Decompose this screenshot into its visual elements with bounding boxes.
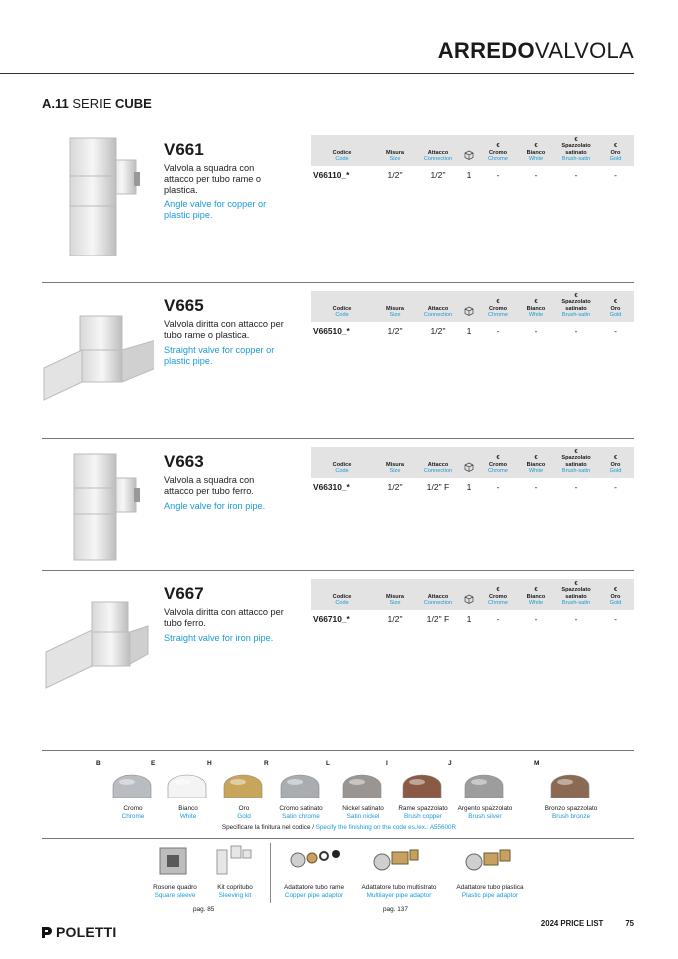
series-prefix: A.11 — [42, 96, 69, 111]
square-sleeve-image — [140, 844, 210, 878]
description-italian: Valvola a squadra con attacco per tubo ferro. — [164, 475, 255, 496]
description-italian: Valvola a squadra con attacco per tubo rame o plastica. — [164, 163, 262, 195]
finish-name-en: Brush copper — [403, 813, 442, 820]
price-table — [311, 135, 634, 184]
straight-valve-iron-image — [42, 570, 154, 710]
table-header-row: Codice Code Misura Size Attacco Connection € Cromo Chrome € Bianco White € Spazzolato satinato Brush-satin € Oro Gold — [311, 579, 634, 610]
finish-item — [448, 760, 522, 822]
price-table — [311, 447, 634, 496]
accessory-multilayer-adaptor: Adattatore tubo multistrato Multilayer pipe adaptor — [352, 844, 446, 904]
finish-name-it: Bianco — [178, 805, 198, 812]
description-english: Straight valve for iron pipe. — [164, 633, 274, 643]
finish-cap-icon — [549, 774, 591, 798]
price-table — [311, 291, 634, 340]
finish-name-it: Cromo satinato — [279, 805, 323, 812]
product-block — [42, 438, 634, 578]
package-icon — [459, 291, 479, 322]
finish-name-en: Gold — [237, 813, 251, 820]
finish-name-it: Cromo — [123, 805, 143, 812]
accessory-copper-adaptor: Adattatore tubo rame Copper pipe adaptor — [278, 844, 350, 904]
finish-cap-icon — [222, 774, 264, 798]
plastic-adaptor-image — [448, 844, 532, 878]
price-table — [311, 579, 634, 628]
finish-cap-icon — [166, 774, 208, 798]
finish-name-en: Brush silver — [468, 813, 502, 820]
finish-name-en: Satin nickel — [346, 813, 380, 820]
title-bold: ARREDO — [437, 38, 535, 63]
col-code: Codice Code — [311, 135, 373, 166]
finish-name-en: White — [179, 813, 197, 820]
brand-name: POLETTI — [56, 924, 117, 940]
finish-letter: B — [96, 760, 101, 767]
header-rule — [0, 73, 634, 74]
angle-valve-image — [42, 116, 154, 256]
accessory-separator — [270, 843, 271, 903]
table-row: V66310_* 1/2" 1/2" F 1 - - - - — [313, 481, 617, 492]
finish-letter: E — [151, 760, 156, 767]
finish-item — [534, 760, 608, 822]
col-white: € Bianco White — [517, 135, 555, 166]
page-ref-right: pag. 137 — [383, 906, 408, 913]
package-icon — [459, 579, 479, 610]
table-header-row — [311, 135, 634, 166]
footer-info — [541, 919, 634, 928]
description-italian: Valvola diritta con attacco per tubo rame o plastica. — [164, 319, 284, 340]
finish-letter: L — [326, 760, 330, 767]
col-size: Misura Size — [373, 135, 417, 166]
finish-name-en: Chrome — [121, 813, 145, 820]
angle-valve-iron-image — [42, 438, 154, 578]
accessory-plastic-adaptor: Adattatore tubo plastica Plastic pipe adaptor — [448, 844, 532, 904]
finish-cap-icon — [341, 774, 383, 798]
package-icon — [459, 135, 479, 166]
finish-cap-icon — [111, 774, 153, 798]
finish-name-it: Bronzo spazzolato — [544, 805, 598, 812]
finishes-divider — [42, 750, 634, 751]
sleeving-kit-image — [205, 844, 265, 878]
finish-letter: H — [207, 760, 212, 767]
finish-letter: M — [534, 760, 540, 767]
col-brush: € Spazzolato satinato Brush-satin — [555, 135, 597, 166]
poletti-logo-icon — [40, 925, 54, 939]
finish-name-en: Brush bronze — [551, 813, 590, 820]
poletti-logo — [40, 924, 117, 940]
finish-letter: J — [448, 760, 452, 767]
finish-cap-icon — [279, 774, 321, 798]
series-name: CUBE — [115, 96, 152, 111]
price-list-label: 2024 PRICE LIST — [540, 919, 604, 928]
multilayer-adaptor-image — [352, 844, 446, 878]
description-english: Straight valve for copper or plastic pipe. — [164, 345, 275, 366]
product-code: V667 — [164, 584, 204, 603]
table-row: V66710_* 1/2" 1/2" F 1 - - - - — [313, 613, 617, 624]
accessories-divider — [42, 838, 634, 839]
page-number: 75 — [625, 919, 634, 928]
finish-cap-icon — [401, 774, 443, 798]
table-row: V66510_* 1/2" 1/2" 1 - - - - — [313, 325, 617, 336]
col-gold: € Oro Gold — [597, 135, 634, 166]
col-chrome: € Cromo Chrome — [479, 135, 517, 166]
product-code: V663 — [164, 452, 204, 471]
description-english: Angle valve for copper or plastic pipe. — [164, 199, 267, 220]
description-italian: Valvola diritta con attacco per tubo ferro. — [164, 607, 284, 628]
table-row: V66110_* 1/2" 1/2" 1 - - - - — [313, 169, 617, 180]
series-label: SERIE — [72, 96, 112, 111]
copper-adaptor-image — [278, 844, 350, 878]
straight-valve-image — [42, 282, 154, 422]
product-code: V665 — [164, 296, 204, 315]
product-block — [42, 282, 634, 422]
finish-name-it: Rame spazzolato — [398, 805, 448, 812]
package-icon — [459, 447, 479, 478]
page-ref-left: pag. 85 — [193, 906, 215, 913]
finish-name-it: Oro — [238, 805, 250, 812]
page-title — [438, 38, 634, 64]
product-block — [42, 570, 634, 710]
series-heading — [42, 96, 152, 111]
finish-cap-icon — [463, 774, 505, 798]
specify-finish-note: Specificare la finitura nel codice / Specify the finishing on the code es./ex.: A55600R — [221, 824, 457, 831]
finish-letter: I — [386, 760, 388, 767]
finish-name-it: Argento spazzolato — [457, 805, 513, 812]
product-block — [42, 116, 634, 256]
col-connection: Attacco Connection — [417, 135, 459, 166]
table-header-row: Codice Code Misura Size Attacco Connection € Cromo Chrome € Bianco White € Spazzolato satinato Brush-satin € Oro Gold — [311, 447, 634, 478]
product-code: V661 — [164, 140, 204, 159]
title-light: VALVOLA — [534, 38, 634, 63]
finish-letter: R — [264, 760, 269, 767]
description-english: Angle valve for iron pipe. — [164, 501, 266, 511]
accessory-sleeving-kit: Kit copritubo Sleeving kit — [205, 844, 265, 904]
table-header-row: Codice Code Misura Size Attacco Connection € Cromo Chrome € Bianco White € Spazzolato satinato Brush-satin € Oro Gold — [311, 291, 634, 322]
finish-name-it: Nickel satinato — [342, 805, 384, 812]
accessory-square-sleeve: Rosone quadro Square sleeve — [140, 844, 210, 904]
finish-name-en: Satin chrome — [282, 813, 320, 820]
